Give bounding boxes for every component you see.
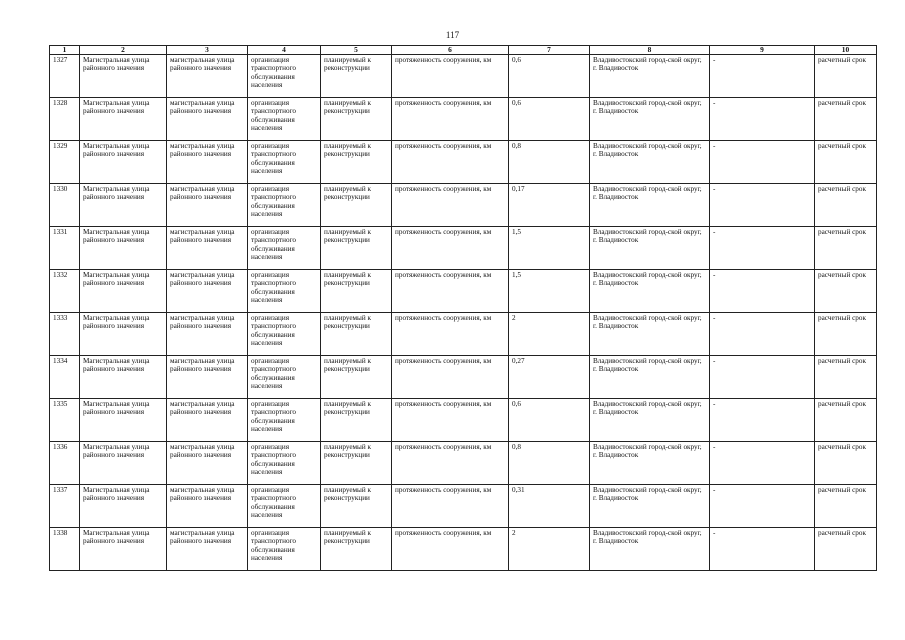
object-name-cell: Магистральная улица районного значения [80,55,167,98]
value-cell: 0,6 [509,399,590,442]
zone-cell: - [710,55,815,98]
term-cell: расчетный срок [815,270,877,313]
characteristic-cell: протяженность сооружения, км [392,528,509,571]
zone-cell: - [710,270,815,313]
status-cell: планируемый к реконструкции [321,485,392,528]
object-name-cell: Магистральная улица районного значения [80,141,167,184]
registry-table [49,45,877,571]
column-header: 6 [392,46,509,55]
zone-cell: - [710,442,815,485]
term-cell: расчетный срок [815,227,877,270]
value-cell: 0,8 [509,442,590,485]
zone-cell: - [710,528,815,571]
value-cell: 0,6 [509,98,590,141]
characteristic-cell: протяженность сооружения, км [392,98,509,141]
row-number-cell: 1333 [50,313,80,356]
object-name-cell: Магистральная улица районного значения [80,485,167,528]
object-type-cell: магистральная улица районного значения [167,141,248,184]
object-type-cell: магистральная улица районного значения [167,313,248,356]
term-cell: расчетный срок [815,313,877,356]
location-cell: Владивостокский город-ской округ, г. Владивосток [590,98,710,141]
location-cell: Владивостокский город-ской округ, г. Владивосток [590,270,710,313]
value-cell: 1,5 [509,270,590,313]
value-cell: 2 [509,528,590,571]
table-row [50,313,877,356]
location-cell: Владивостокский город-ской округ, г. Владивосток [590,55,710,98]
object-name-cell: Магистральная улица районного значения [80,313,167,356]
purpose-cell: организация транспортного обслуживания населения [248,399,321,442]
characteristic-cell: протяженность сооружения, км [392,399,509,442]
term-cell: расчетный срок [815,184,877,227]
table-body [50,55,877,571]
object-type-cell: магистральная улица районного значения [167,399,248,442]
zone-cell: - [710,184,815,227]
characteristic-cell: протяженность сооружения, км [392,141,509,184]
status-cell: планируемый к реконструкции [321,98,392,141]
location-cell: Владивостокский город-ской округ, г. Владивосток [590,528,710,571]
object-type-cell: магистральная улица районного значения [167,227,248,270]
object-name-cell: Магистральная улица районного значения [80,98,167,141]
object-type-cell: магистральная улица районного значения [167,528,248,571]
term-cell: расчетный срок [815,528,877,571]
location-cell: Владивостокский город-ской округ, г. Владивосток [590,184,710,227]
location-cell: Владивостокский город-ской округ, г. Владивосток [590,313,710,356]
zone-cell: - [710,98,815,141]
row-number-cell: 1337 [50,485,80,528]
zone-cell: - [710,313,815,356]
column-header: 4 [248,46,321,55]
purpose-cell: организация транспортного обслуживания населения [248,55,321,98]
zone-cell: - [710,399,815,442]
purpose-cell: организация транспортного обслуживания населения [248,184,321,227]
object-type-cell: магистральная улица районного значения [167,442,248,485]
status-cell: планируемый к реконструкции [321,270,392,313]
location-cell: Владивостокский город-ской округ, г. Владивосток [590,141,710,184]
object-name-cell: Магистральная улица районного значения [80,270,167,313]
term-cell: расчетный срок [815,442,877,485]
status-cell: планируемый к реконструкции [321,442,392,485]
status-cell: планируемый к реконструкции [321,313,392,356]
purpose-cell: организация транспортного обслуживания населения [248,227,321,270]
zone-cell: - [710,141,815,184]
object-name-cell: Магистральная улица районного значения [80,227,167,270]
column-header: 3 [167,46,248,55]
table-row [50,399,877,442]
characteristic-cell: протяженность сооружения, км [392,227,509,270]
value-cell: 0,31 [509,485,590,528]
characteristic-cell: протяженность сооружения, км [392,313,509,356]
zone-cell: - [710,485,815,528]
table-row [50,528,877,571]
term-cell: расчетный срок [815,141,877,184]
row-number-cell: 1332 [50,270,80,313]
term-cell: расчетный срок [815,399,877,442]
object-type-cell: магистральная улица районного значения [167,98,248,141]
term-cell: расчетный срок [815,98,877,141]
value-cell: 2 [509,313,590,356]
purpose-cell: организация транспортного обслуживания населения [248,442,321,485]
value-cell: 0,17 [509,184,590,227]
status-cell: планируемый к реконструкции [321,356,392,399]
table-row [50,356,877,399]
row-number-cell: 1327 [50,55,80,98]
term-cell: расчетный срок [815,485,877,528]
header-row [50,46,877,55]
value-cell: 0,27 [509,356,590,399]
table-row [50,270,877,313]
term-cell: расчетный срок [815,356,877,399]
row-number-cell: 1328 [50,98,80,141]
value-cell: 0,6 [509,55,590,98]
page-number: 117 [445,30,460,40]
object-name-cell: Магистральная улица районного значения [80,399,167,442]
characteristic-cell: протяженность сооружения, км [392,485,509,528]
location-cell: Владивостокский город-ской округ, г. Владивосток [590,356,710,399]
characteristic-cell: протяженность сооружения, км [392,55,509,98]
purpose-cell: организация транспортного обслуживания населения [248,356,321,399]
object-type-cell: магистральная улица районного значения [167,184,248,227]
row-number-cell: 1336 [50,442,80,485]
table-row [50,141,877,184]
status-cell: планируемый к реконструкции [321,55,392,98]
table-row [50,227,877,270]
status-cell: планируемый к реконструкции [321,399,392,442]
status-cell: планируемый к реконструкции [321,528,392,571]
zone-cell: - [710,356,815,399]
purpose-cell: организация транспортного обслуживания населения [248,313,321,356]
term-cell: расчетный срок [815,55,877,98]
column-header: 10 [815,46,877,55]
object-type-cell: магистральная улица районного значения [167,485,248,528]
object-name-cell: Магистральная улица районного значения [80,356,167,399]
object-type-cell: магистральная улица районного значения [167,356,248,399]
table-row [50,184,877,227]
location-cell: Владивостокский город-ской округ, г. Владивосток [590,485,710,528]
table-row [50,55,877,98]
column-header: 9 [710,46,815,55]
status-cell: планируемый к реконструкции [321,227,392,270]
value-cell: 0,8 [509,141,590,184]
purpose-cell: организация транспортного обслуживания населения [248,141,321,184]
column-header: 5 [321,46,392,55]
column-header: 2 [80,46,167,55]
column-header: 7 [509,46,590,55]
table-row [50,442,877,485]
purpose-cell: организация транспортного обслуживания населения [248,98,321,141]
row-number-cell: 1331 [50,227,80,270]
table-row [50,98,877,141]
object-type-cell: магистральная улица районного значения [167,270,248,313]
characteristic-cell: протяженность сооружения, км [392,270,509,313]
row-number-cell: 1329 [50,141,80,184]
table-row [50,485,877,528]
characteristic-cell: протяженность сооружения, км [392,442,509,485]
object-name-cell: Магистральная улица районного значения [80,184,167,227]
purpose-cell: организация транспортного обслуживания населения [248,485,321,528]
location-cell: Владивостокский город-ской округ, г. Владивосток [590,399,710,442]
row-number-cell: 1334 [50,356,80,399]
location-cell: Владивостокский город-ской округ, г. Владивосток [590,227,710,270]
zone-cell: - [710,227,815,270]
object-name-cell: Магистральная улица районного значения [80,528,167,571]
object-type-cell: магистральная улица районного значения [167,55,248,98]
row-number-cell: 1338 [50,528,80,571]
location-cell: Владивостокский город-ской округ, г. Владивосток [590,442,710,485]
characteristic-cell: протяженность сооружения, км [392,356,509,399]
purpose-cell: организация транспортного обслуживания населения [248,528,321,571]
status-cell: планируемый к реконструкции [321,184,392,227]
row-number-cell: 1335 [50,399,80,442]
purpose-cell: организация транспортного обслуживания населения [248,270,321,313]
status-cell: планируемый к реконструкции [321,141,392,184]
object-name-cell: Магистральная улица районного значения [80,442,167,485]
value-cell: 1,5 [509,227,590,270]
characteristic-cell: протяженность сооружения, км [392,184,509,227]
row-number-cell: 1330 [50,184,80,227]
column-header: 8 [590,46,710,55]
column-header: 1 [50,46,80,55]
